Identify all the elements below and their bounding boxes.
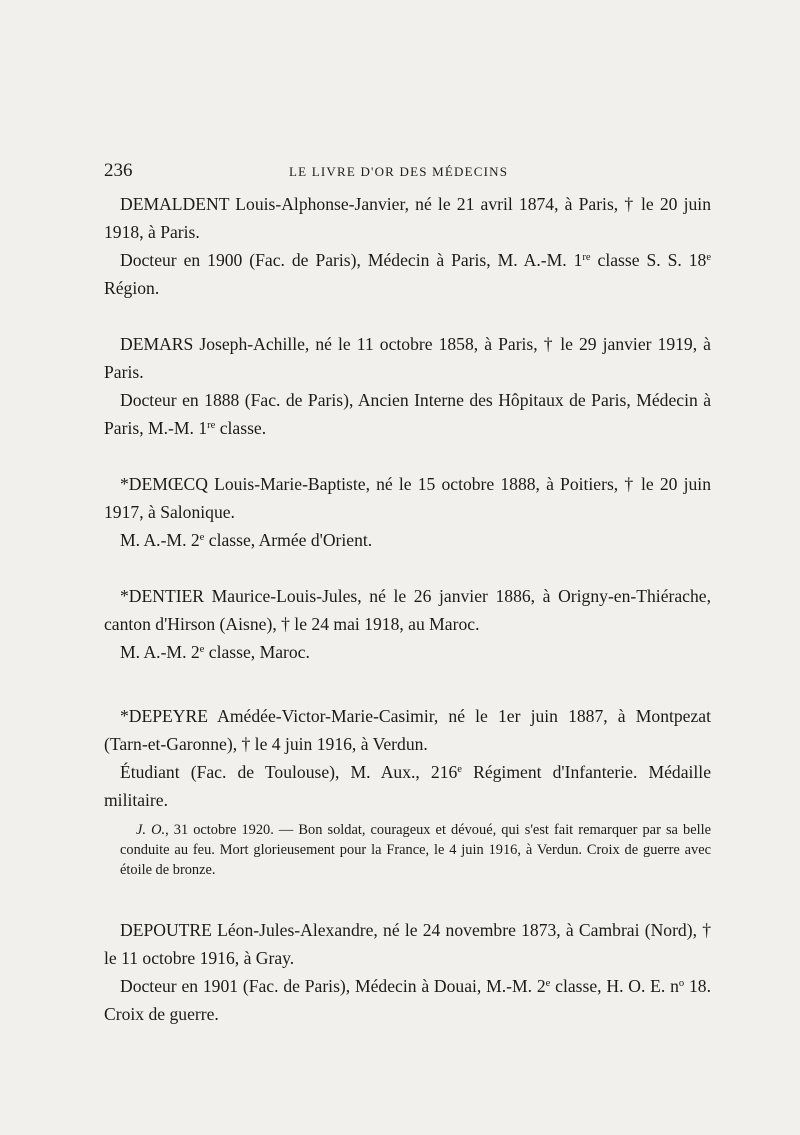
career-sup: e (199, 532, 205, 544)
entry-identity (104, 916, 711, 972)
career-sup: e (545, 978, 551, 990)
page-header (104, 160, 710, 184)
career-text: Docteur en 1900 (Fac. de Paris), Médecin à Paris, M. A.-M. 1 (120, 250, 583, 270)
entry-career (104, 972, 711, 1028)
entry-depoutre (104, 916, 711, 1028)
entry-identity-text: Maurice-Louis-Jules, né le 26 janvier 1886, à Origny-en-Thiérache, canton d'Hirson (Aisne), † le 24 mai 1918, au Maroc. (104, 586, 711, 634)
entry-citation (120, 820, 711, 880)
career-text: classe, Armée d'Orient. (204, 530, 373, 550)
career-text: Régiment d'Infanterie. Médaille militaire. (104, 762, 711, 810)
entry-identity (104, 582, 711, 638)
career-sup: re (207, 420, 216, 432)
entry-demoecq (104, 470, 711, 554)
entry-name: DEMARS (120, 334, 194, 354)
career-text: Région. (104, 278, 160, 298)
entry-depeyre (104, 702, 711, 880)
entry-name: *DEPEYRE (120, 706, 208, 726)
entry-identity (104, 330, 711, 386)
career-sup: re (582, 252, 591, 264)
entry-identity (104, 190, 711, 246)
entries-list (104, 190, 711, 1056)
entry-name: *DENTIER (120, 586, 205, 606)
entry-identity-text: Louis-Alphonse-Janvier, né le 21 avril 1874, à Paris, † le 20 juin 1918, à Paris. (104, 194, 711, 242)
entry-career (104, 246, 711, 302)
entry-demaldent (104, 190, 711, 302)
career-text: M. A.-M. 2 (120, 530, 200, 550)
citation-text: , 31 octobre 1920. — Bon soldat, courageux et dévoué, qui s'est fait remarquer par sa belle conduite au feu. Mort glorieusement pour la France, le 4 juin 1916, à Verdun. Croix de guerre avec étoile de bronze. (120, 822, 711, 878)
career-sup: e (199, 644, 205, 656)
career-text: Docteur en 1888 (Fac. de Paris), Ancien Interne des Hôpitaux de Paris, Médecin à Paris, M.-M. 1 (104, 390, 711, 438)
career-text: 18. Croix de guerre. (104, 976, 711, 1024)
running-title: LE LIVRE D'OR DES MÉDECINS (289, 164, 509, 179)
entry-career (104, 638, 711, 666)
career-text: classe. (215, 418, 267, 438)
entry-career (104, 758, 711, 814)
career-text: M. A.-M. 2 (120, 642, 200, 662)
career-text: Docteur en 1901 (Fac. de Paris), Médecin à Douai, M.-M. 2 (120, 976, 546, 996)
entry-identity-text: Louis-Marie-Baptiste, né le 15 octobre 1888, à Poitiers, † le 20 juin 1917, à Salonique. (104, 474, 711, 522)
entry-identity-text: Amédée-Victor-Marie-Casimir, né le 1er juin 1887, à Montpezat (Tarn-et-Garonne), † le 4 juin 1916, à Verdun. (104, 706, 711, 754)
entry-identity (104, 470, 711, 526)
citation-source: J. O. (136, 822, 166, 838)
career-text: classe, Maroc. (204, 642, 310, 662)
career-text: classe S. S. 18 (590, 250, 707, 270)
career-sup: o (678, 978, 685, 990)
career-text: Étudiant (Fac. de Toulouse), M. Aux., 216 (120, 762, 458, 782)
entry-identity-text: Léon-Jules-Alexandre, né le 24 novembre 1873, à Cambrai (Nord), † le 11 octobre 1916, à Gray. (104, 920, 711, 968)
entry-demars (104, 330, 711, 442)
entry-career (104, 386, 711, 442)
career-sup: e (457, 764, 462, 776)
entry-career (104, 526, 711, 554)
entry-name: DEPOUTRE (120, 920, 212, 940)
career-sup: e (706, 252, 712, 264)
entry-name: *DEMŒCQ (120, 474, 208, 494)
entry-identity (104, 702, 711, 758)
entry-name: DEMALDENT (120, 194, 230, 214)
entry-dentier (104, 582, 711, 666)
page-number: 236 (104, 160, 133, 181)
entry-identity-text: Joseph-Achille, né le 11 octobre 1858, à Paris, † le 29 janvier 1919, à Paris. (104, 334, 711, 382)
career-text: classe, H. O. E. n (550, 976, 679, 996)
